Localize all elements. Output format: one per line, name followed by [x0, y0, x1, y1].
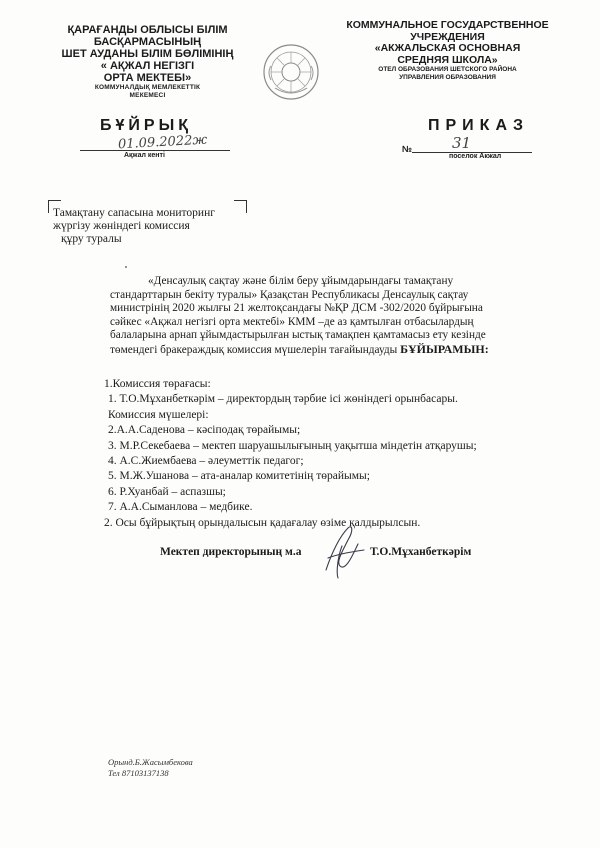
- list-item: 2.А.А.Саденова – кәсіподақ төрайымы;: [108, 424, 301, 437]
- signature-name: Т.О.Мұханбеткәрім: [370, 546, 472, 558]
- list-item: 3. М.Р.Секебаева – мектеп шаруашылығының уақытша міндетін атқарушы;: [108, 439, 477, 452]
- header-left-line: КОММУНАЛДЫҚ МЕМЛЕКЕТТІК: [94, 84, 201, 91]
- header-left-line: БАСҚАРМАСЫНЫҢ: [93, 36, 202, 48]
- state-emblem-icon: [261, 42, 321, 102]
- scan-speck: [125, 266, 127, 268]
- order-body-paragraph: [110, 275, 530, 358]
- body-line-last: [110, 343, 530, 358]
- handwritten-signature-icon: [318, 522, 368, 582]
- executor-info: [108, 757, 193, 779]
- header-russian: [345, 20, 550, 82]
- order-number-handwritten: 31: [452, 134, 472, 152]
- list-item: 4. А.С.Жиембаева – әлеуметтік педагог;: [108, 455, 304, 468]
- header-right-line: КОММУНАЛЬНОЕ ГОСУДАРСТВЕННОЕ: [346, 19, 549, 31]
- list-item: 7. А.А.Сыманлова – медбике.: [108, 501, 253, 514]
- body-line: министрінің 2020 жылғы 21 желтоқсандағы №ҚР ДСМ -302/2020 бұйрығына: [110, 302, 483, 315]
- place-kazakh: Ақжал кенті: [124, 152, 165, 159]
- list-item: 1.Комиссия төрағасы:: [104, 378, 211, 390]
- order-subject: [53, 207, 243, 246]
- order-title-russian: ПРИКАЗ: [428, 117, 530, 134]
- order-title-kazakh: БҰЙРЫҚ: [100, 117, 192, 134]
- date-underline: [80, 150, 230, 151]
- executor-name: Орынд.Б.Жасымбекова: [108, 757, 193, 767]
- header-left-line: ШЕТ АУДАНЫ БІЛІМ БӨЛІМІНІҢ: [61, 48, 234, 60]
- subject-line: Тамақтану сапасына мониторинг: [53, 207, 215, 219]
- header-right-line: УПРАВЛЕНИЯ ОБРАЗОВАНИЯ: [399, 74, 496, 81]
- header-right-line: УЧРЕЖДЕНИЯ: [410, 30, 485, 43]
- order-number-label: №: [402, 144, 413, 154]
- header-left-line: « АҚЖАЛ НЕГІЗГІ: [100, 60, 195, 72]
- header-left-line: ҚАРАҒАНДЫ ОБЛЫСЫ БІЛІМ: [67, 24, 228, 36]
- list-item: 1. Т.О.Мұханбеткәрім – директордың тәрбие ісі жөніндегі орынбасары.: [108, 393, 458, 406]
- subject-line: құру туралы: [61, 233, 122, 245]
- list-item: 6. Р.Хуанбай – аспазшы;: [108, 485, 226, 498]
- body-line: сәйкес «Ақжал негізгі орта мектебі» КММ –де аз қамтылған отбасылардың: [110, 315, 474, 328]
- body-line-text: төмендегі бракераждық комиссия мүшелерін тағайындауды: [110, 343, 398, 356]
- subject-line: жүргізу жөніндегі комиссия: [53, 220, 190, 232]
- order-date-handwritten: 01.09.2022ж: [117, 132, 208, 153]
- list-item: Комиссия мүшелері:: [108, 408, 209, 421]
- body-line: стандарттарын бекіту туралы» Қазақстан Республикасы Денсаулық сақтау: [110, 288, 469, 301]
- header-left-line: ОРТА МЕКТЕБІ»: [103, 72, 192, 84]
- executor-phone: Тел 87103137138: [108, 768, 169, 778]
- list-item: 2. Осы бұйрықтың орындалысын қадағалау өзіме қалдырылсын.: [104, 516, 421, 529]
- place-russian: поселок Акжал: [449, 153, 502, 160]
- body-line: балаларына арнап ұйымдастырылған ыстық тамақпен қамтамасыз ету кезінде: [110, 329, 486, 342]
- header-left-line: МЕКЕМЕСІ: [129, 92, 166, 99]
- header-right-line: СРЕДНЯЯ ШКОЛА»: [397, 53, 498, 66]
- body-line: «Денсаулық сақтау және білім беру ұйымдарындағы тамақтану: [148, 275, 454, 287]
- header-kazakh: [40, 24, 255, 100]
- list-item: 5. М.Ж.Ушанова – ата-аналар комитетінің төрайымы;: [108, 470, 370, 483]
- signature-title: Мектеп директорының м.а: [160, 546, 302, 558]
- header-right-line: «АКЖАЛЬСКАЯ ОСНОВНАЯ: [374, 42, 521, 54]
- header-right-line: ОТЕЛ ОБРАЗОВАНИЯ ШЕТСКОГО РАЙОНА: [378, 66, 517, 73]
- commission-list: [104, 377, 544, 531]
- order-verb: БҰЙЫРАМЫН:: [400, 341, 489, 356]
